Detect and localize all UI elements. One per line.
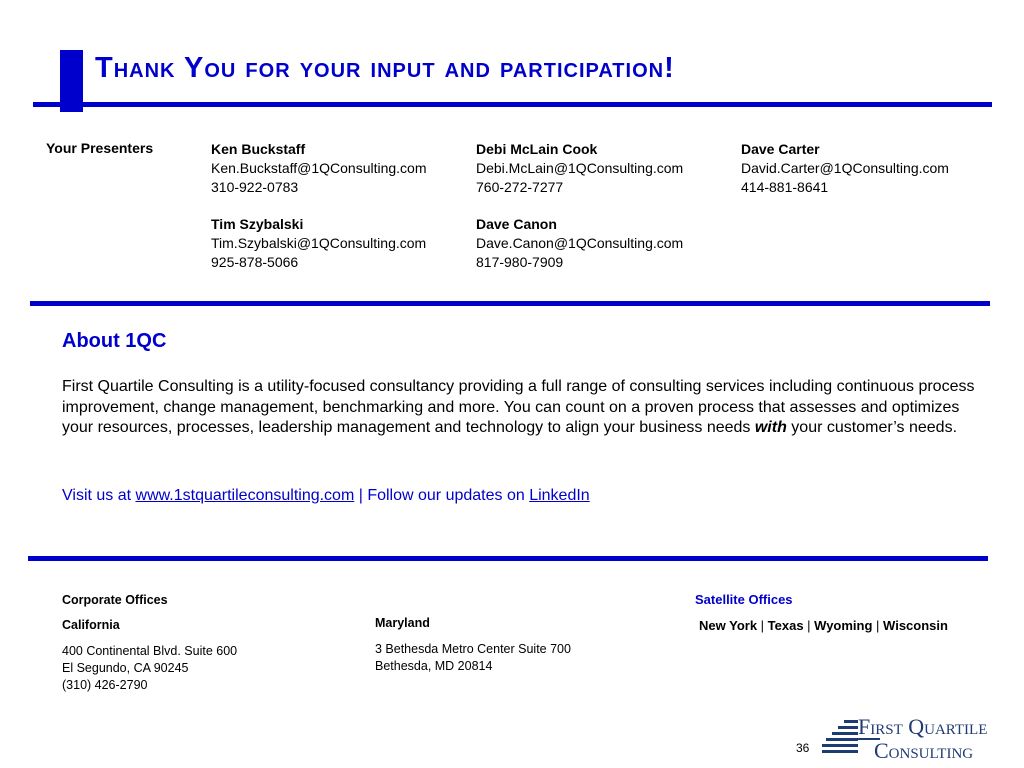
presenter-phone: 925-878-5066 — [211, 254, 299, 270]
linkedin-link[interactable]: LinkedIn — [529, 487, 590, 504]
logo-bars-icon — [822, 720, 858, 753]
divider-middle — [30, 301, 990, 306]
california-address — [62, 643, 237, 694]
visit-line — [62, 487, 590, 505]
satellite-office: Wyoming — [814, 618, 873, 633]
presenter-email[interactable]: Dave.Canon@1QConsulting.com — [476, 235, 684, 251]
presenter-name: Debi McLain Cook — [476, 141, 598, 157]
address-phone: (310) 426-2790 — [62, 678, 148, 692]
presenter-email[interactable]: Ken.Buckstaff@1QConsulting.com — [211, 160, 427, 176]
separator: | — [757, 618, 768, 633]
presenter-phone: 414-881-8641 — [741, 179, 829, 195]
presenter-email[interactable]: David.Carter@1QConsulting.com — [741, 160, 949, 176]
satellite-office: New York — [699, 618, 758, 633]
presenter-name: Tim Szybalski — [211, 216, 304, 232]
address-line: El Segundo, CA 90245 — [62, 661, 189, 675]
presenter-phone: 760-272-7277 — [476, 179, 564, 195]
follow-text: | Follow our updates on — [354, 487, 530, 504]
logo-text-line1: First Quartile — [858, 714, 988, 739]
separator: | — [872, 618, 884, 633]
page-title: Thank You for your input and participation! — [95, 52, 675, 84]
presenter-card — [741, 140, 949, 197]
presenter-email[interactable]: Debi.McLain@1QConsulting.com — [476, 160, 684, 176]
presenter-name: Dave Carter — [741, 141, 820, 157]
presenter-name: Dave Canon — [476, 216, 557, 232]
visit-prefix: Visit us at — [62, 487, 136, 504]
logo-text-line2: Consulting — [874, 738, 974, 762]
about-heading: About 1QC — [62, 330, 167, 352]
presenter-email[interactable]: Tim.Szybalski@1QConsulting.com — [211, 235, 427, 251]
about-text-emphasis: with — [754, 419, 787, 436]
about-paragraph — [62, 377, 982, 439]
presenter-card — [476, 140, 683, 197]
address-line: Bethesda, MD 20814 — [375, 659, 493, 673]
website-link[interactable]: www.1stquartileconsulting.com — [135, 487, 355, 504]
satellite-offices-label: Satellite Offices — [695, 592, 793, 607]
presenter-phone: 310-922-0783 — [211, 179, 299, 195]
page-number: 36 — [796, 741, 810, 755]
presenter-card — [211, 215, 426, 272]
presenter-phone: 817-980-7909 — [476, 254, 564, 270]
presenter-name: Ken Buckstaff — [211, 141, 306, 157]
maryland-label: Maryland — [375, 616, 430, 630]
address-line: 400 Continental Blvd. Suite 600 — [62, 644, 238, 658]
presenter-card — [211, 140, 427, 197]
divider-top — [33, 102, 992, 107]
separator: | — [803, 618, 815, 633]
about-text-main: First Quartile Consulting is a utility-focused consultancy providing a full range of consulting services including continuous process improvement, change management, benchmarking and more. You can count on a proven process that assesses and optimizes your resources, processes, leadership management and technology to align your business needs — [62, 378, 975, 436]
divider-bottom — [28, 556, 988, 561]
satellite-offices-list — [699, 618, 948, 633]
satellite-office: Texas — [767, 618, 804, 633]
address-line: 3 Bethesda Metro Center Suite 700 — [375, 642, 571, 656]
presenters-label: Your Presenters — [46, 140, 154, 156]
presenter-card — [476, 215, 683, 272]
company-logo — [822, 712, 1022, 762]
corporate-offices-label: Corporate Offices — [62, 593, 168, 607]
satellite-office: Wisconsin — [883, 618, 948, 633]
about-text-end: your customer’s needs. — [786, 419, 958, 436]
maryland-address — [375, 641, 571, 675]
california-label: California — [62, 618, 120, 632]
